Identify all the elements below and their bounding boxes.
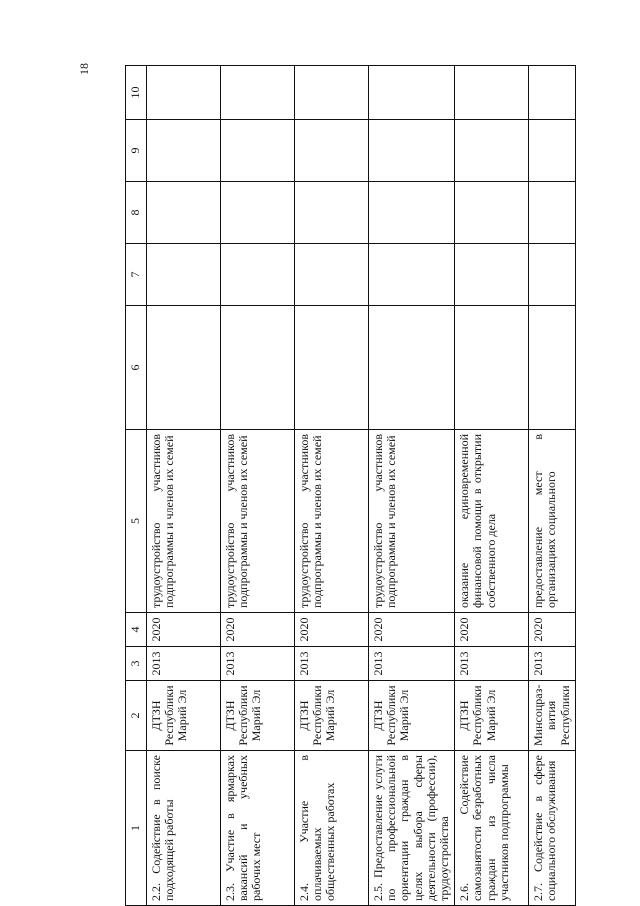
result-cell: трудоустройство участников подпрограммы и членов их семей bbox=[369, 430, 455, 613]
empty-cell bbox=[295, 182, 369, 244]
start-year-cell: 2013 bbox=[455, 647, 529, 681]
empty-cell bbox=[369, 306, 455, 430]
result-cell: трудоустройство участников подпрограммы и членов их семей bbox=[147, 430, 221, 613]
end-year-cell: 2020 bbox=[295, 613, 369, 647]
empty-cell bbox=[147, 244, 221, 306]
program-activities-table bbox=[125, 65, 576, 906]
executor-cell: ДТЗН Республики Марий Эл bbox=[295, 681, 369, 751]
start-year-cell: 2013 bbox=[369, 647, 455, 681]
empty-cell bbox=[369, 120, 455, 182]
executor-cell: ДТЗН Республики Марий Эл bbox=[221, 681, 295, 751]
event-cell: 2.5. Предоставление услуги по профессиональной ориентации граждан в целях выбора сферы деятельности (профессии), трудоустройства bbox=[369, 751, 455, 906]
start-year-cell: 2013 bbox=[147, 647, 221, 681]
empty-cell bbox=[221, 120, 295, 182]
end-year-cell: 2020 bbox=[369, 613, 455, 647]
empty-cell bbox=[455, 120, 529, 182]
empty-cell bbox=[295, 244, 369, 306]
empty-cell bbox=[295, 66, 369, 120]
event-cell: 2.4. Участие в оплачиваемых общественных работах bbox=[295, 751, 369, 906]
result-cell: трудоустройство участников подпрограммы и членов их семей bbox=[295, 430, 369, 613]
table-row bbox=[369, 66, 455, 906]
end-year-cell: 2020 bbox=[147, 613, 221, 647]
end-year-cell: 2020 bbox=[455, 613, 529, 647]
empty-cell bbox=[221, 182, 295, 244]
empty-cell bbox=[529, 66, 576, 120]
executor-cell: ДТЗН Республики Марий Эл bbox=[369, 681, 455, 751]
column-header-3: 3 bbox=[126, 647, 147, 681]
empty-cell bbox=[455, 66, 529, 120]
column-header-8: 8 bbox=[126, 182, 147, 244]
empty-cell bbox=[529, 182, 576, 244]
event-cell: 2.7. Содействие в сфере социального обслуживания bbox=[529, 751, 576, 906]
executor-cell: ДТЗН Республики Марий Эл bbox=[147, 681, 221, 751]
result-cell: трудоустройство участников подпрограммы и членов их семей bbox=[221, 430, 295, 613]
header-row bbox=[126, 66, 147, 906]
column-header-7: 7 bbox=[126, 244, 147, 306]
table-row bbox=[455, 66, 529, 906]
empty-cell bbox=[147, 120, 221, 182]
column-header-1: 1 bbox=[126, 751, 147, 906]
column-header-6: 6 bbox=[126, 306, 147, 430]
event-cell: 2.6. Содействие самозанятости безработных граждан из числа участников подпрограммы bbox=[455, 751, 529, 906]
end-year-cell: 2020 bbox=[529, 613, 576, 647]
program-activities-table-sheet bbox=[125, 66, 572, 906]
empty-cell bbox=[147, 182, 221, 244]
page-number: 18 bbox=[77, 63, 91, 75]
column-header-9: 9 bbox=[126, 120, 147, 182]
event-cell: 2.3. Участие в ярмарках вакансий и учебных рабочих мест bbox=[221, 751, 295, 906]
empty-cell bbox=[455, 182, 529, 244]
empty-cell bbox=[455, 306, 529, 430]
executor-cell: Минсоцраз-вития Республики bbox=[529, 681, 576, 751]
table-row bbox=[295, 66, 369, 906]
empty-cell bbox=[455, 244, 529, 306]
result-cell: предоставление мест в организациях социального bbox=[529, 430, 576, 613]
result-cell: оказание единовременной финансовой помощи в открытии собственного дела bbox=[455, 430, 529, 613]
empty-cell bbox=[221, 306, 295, 430]
empty-cell bbox=[529, 120, 576, 182]
empty-cell bbox=[147, 306, 221, 430]
empty-cell bbox=[369, 66, 455, 120]
empty-cell bbox=[369, 244, 455, 306]
empty-cell bbox=[221, 66, 295, 120]
start-year-cell: 2013 bbox=[295, 647, 369, 681]
column-header-2: 2 bbox=[126, 681, 147, 751]
empty-cell bbox=[295, 306, 369, 430]
empty-cell bbox=[295, 120, 369, 182]
empty-cell bbox=[369, 182, 455, 244]
empty-cell bbox=[529, 244, 576, 306]
executor-cell: ДТЗН Республики Марий Эл bbox=[455, 681, 529, 751]
table-row bbox=[147, 66, 221, 906]
column-header-10: 10 bbox=[126, 66, 147, 120]
start-year-cell: 2013 bbox=[221, 647, 295, 681]
empty-cell bbox=[221, 244, 295, 306]
table-row bbox=[529, 66, 576, 906]
column-header-5: 5 bbox=[126, 430, 147, 613]
table-row bbox=[221, 66, 295, 906]
end-year-cell: 2020 bbox=[221, 613, 295, 647]
start-year-cell: 2013 bbox=[529, 647, 576, 681]
event-cell: 2.2. Содействие в поиске подходящей работы bbox=[147, 751, 221, 906]
column-header-4: 4 bbox=[126, 613, 147, 647]
empty-cell bbox=[147, 66, 221, 120]
empty-cell bbox=[529, 306, 576, 430]
